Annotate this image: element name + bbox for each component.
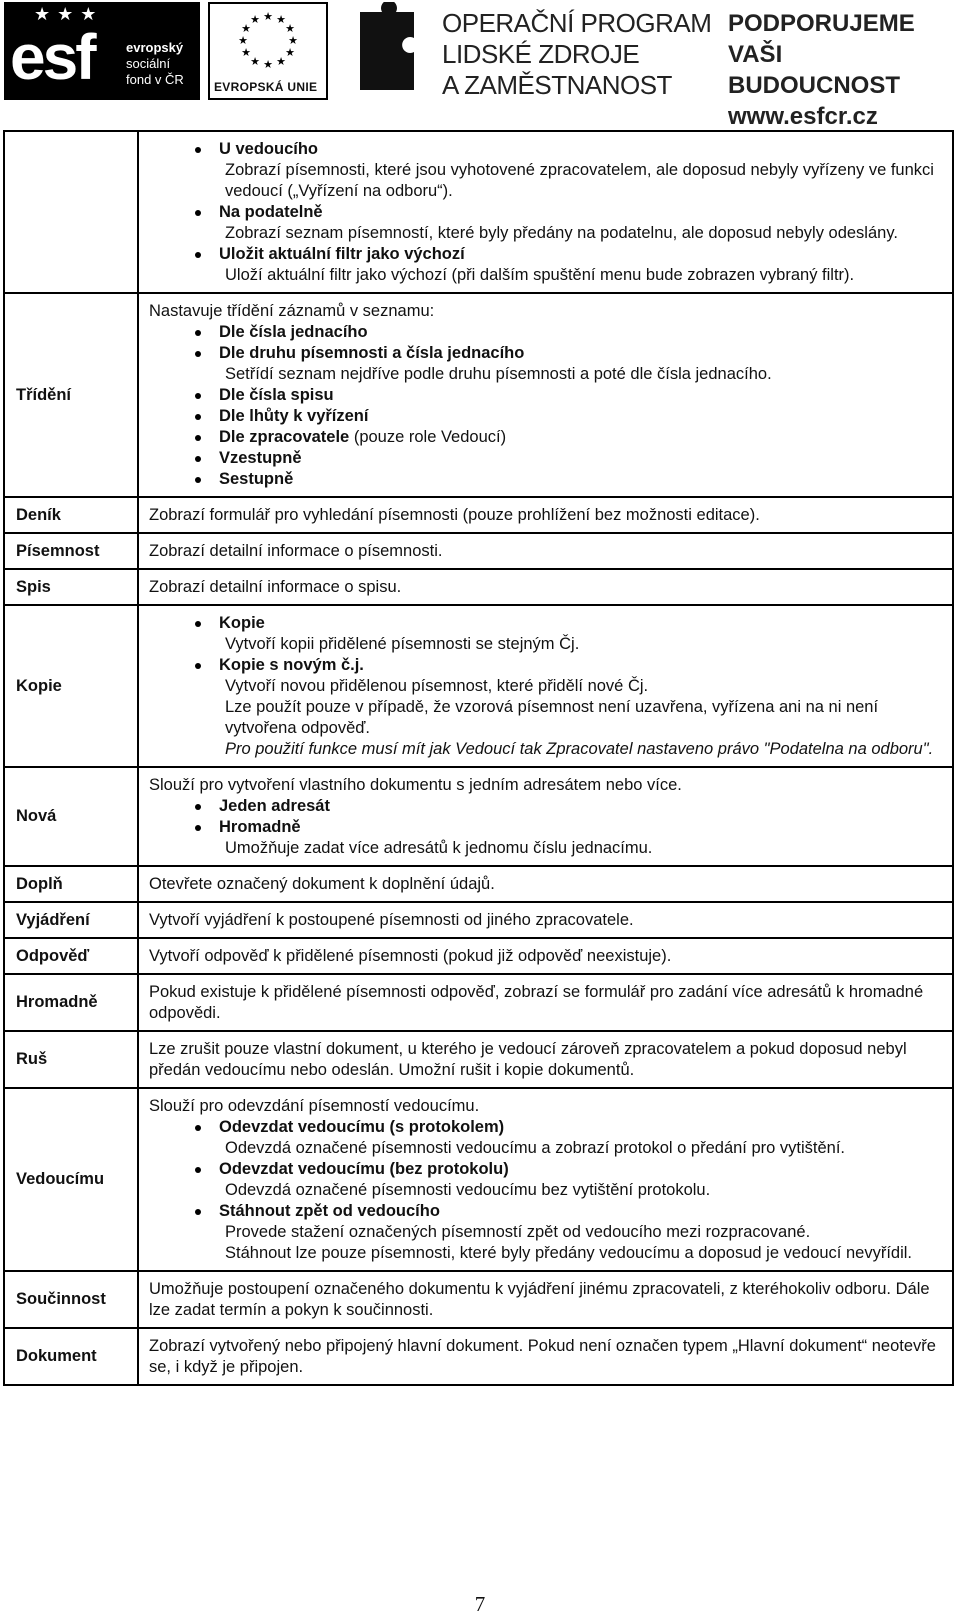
row-description: Zobrazí detailní informace o písemnosti.: [138, 533, 953, 569]
row-description: Zobrazí detailní informace o spisu.: [138, 569, 953, 605]
table-row: [4, 902, 953, 938]
svg-text:★: ★: [285, 22, 295, 35]
row-description: Pokud existuje k přidělené písemnosti odpověď, zobrazí se formulář pro zadání více adresátů k hromadné odpovědi.: [138, 974, 953, 1031]
eu-label: EVROPSKÁ UNIE: [214, 80, 318, 94]
row-description: [138, 767, 953, 866]
item-description: Zobrazí seznam písemností, které byly předány na podatelnu, ale doposud nebyly odeslány.: [225, 224, 898, 242]
list-item: [149, 244, 944, 265]
item-title: Sestupně: [219, 470, 294, 488]
list-item: [149, 139, 944, 160]
table-row: [4, 974, 953, 1031]
item-title: Dle čísla spisu: [219, 386, 334, 404]
table-row: [4, 1088, 953, 1271]
list-item: [149, 817, 944, 838]
row-key: [4, 131, 138, 293]
table-row: [4, 569, 953, 605]
item-description: Vytvoří novou přidělenou písemnost, které přidělí nové Čj.: [225, 677, 649, 695]
table-row: [4, 1031, 953, 1088]
item-description: Umožňuje zadat více adresátů k jednomu číslu jednacímu.: [225, 839, 653, 857]
list-item: [149, 322, 944, 343]
item-title: Odevzdat vedoucímu (s protokolem): [219, 1118, 505, 1136]
eu-logo: [208, 2, 328, 100]
svg-text:★: ★: [250, 55, 260, 68]
svg-text:★: ★: [276, 55, 286, 68]
row-description: Otevřete označený dokument k doplnění údajů.: [138, 866, 953, 902]
svg-text:★: ★: [288, 34, 298, 47]
item-title: Uložit aktuální filtr jako výchozí: [219, 245, 465, 263]
item-title: Odevzdat vedoucímu (bez protokolu): [219, 1160, 509, 1178]
slogan: [728, 8, 960, 132]
row-key: Deník: [4, 497, 138, 533]
list-item: [149, 343, 944, 364]
op-title-line: OPERAČNÍ PROGRAM: [442, 8, 712, 38]
row-description: [138, 293, 953, 497]
item-description: Setřídí seznam nejdříve podle druhu písemnosti a poté dle čísla jednacího.: [225, 365, 772, 383]
list-item: [149, 1117, 944, 1138]
svg-text:★: ★: [263, 10, 273, 23]
item-description: Odevzdá označené písemnosti vedoucímu bez vytištění protokolu.: [225, 1181, 711, 1199]
table-row: [4, 938, 953, 974]
item-description: Vytvoří kopii přidělené písemnosti se stejným Čj.: [225, 635, 580, 653]
row-description: Lze zrušit pouze vlastní dokument, u kterého je vedoucí zároveň zpracovatelem a pokud doposud nebyl předán vedoucímu nebo odeslán. Umožní rušit i kopie dokumentů.: [138, 1031, 953, 1088]
table-row: [4, 131, 953, 293]
website-link[interactable]: www.esfcr.cz: [728, 103, 878, 130]
esf-logo: [4, 2, 200, 100]
op-title-line: LIDSKÉ ZDROJE: [442, 39, 640, 69]
item-title: Dle zpracovatele: [219, 428, 350, 446]
item-description: Provede stažení označených písemností zpět od vedoucího mezi rozpracované.: [225, 1223, 811, 1241]
esf-caption-line: fond v ČR: [126, 72, 184, 87]
list-item: [149, 1201, 944, 1222]
item-title: Vzestupně: [219, 449, 302, 467]
esf-logo-word: esf: [10, 21, 94, 93]
table-row: [4, 497, 953, 533]
list-item: [149, 202, 944, 223]
item-title: Stáhnout zpět od vedoucího: [219, 1202, 440, 1220]
row-description: Zobrazí vytvořený nebo připojený hlavní dokument. Pokud není označen typem „Hlavní dokument“ neotevře se, i když je připojen.: [138, 1328, 953, 1385]
row-intro: Slouží pro vytvoření vlastního dokumentu s jedním adresátem nebo více.: [149, 776, 682, 794]
row-key: Vedoucímu: [4, 1088, 138, 1271]
svg-text:★: ★: [238, 34, 248, 47]
row-intro: Nastavuje třídění záznamů v seznamu:: [149, 302, 435, 320]
row-key: Ruš: [4, 1031, 138, 1088]
page-number: 7: [474, 1592, 486, 1616]
item-title: U vedoucího: [219, 140, 319, 158]
list-item: [149, 469, 944, 490]
esf-caption-line: evropský: [126, 40, 184, 55]
table-row: [4, 1271, 953, 1328]
list-item: [149, 427, 944, 448]
list-item: [149, 1159, 944, 1180]
row-key: Dokument: [4, 1328, 138, 1385]
item-title: Dle čísla jednacího: [219, 323, 368, 341]
item-note: (pouze role Vedoucí): [349, 428, 507, 446]
puzzle-icon: [352, 2, 422, 100]
table-row: [4, 293, 953, 497]
eu-stars-icon: [228, 10, 308, 70]
item-title: Dle druhu písemnosti a čísla jednacího: [219, 344, 525, 362]
esf-caption-line: sociální: [126, 56, 171, 71]
table-row: [4, 533, 953, 569]
row-key: Součinnost: [4, 1271, 138, 1328]
row-description: Vytvoří vyjádření k postoupené písemnosti od jiného zpracovatele.: [138, 902, 953, 938]
list-item: [149, 796, 944, 817]
item-description: Stáhnout lze pouze písemnosti, které byly předány vedoucímu a doposud je vedoucí nevyřídil.: [225, 1244, 912, 1262]
op-title-line: A ZAMĚSTNANOST: [442, 70, 672, 100]
row-description: [138, 605, 953, 767]
table-row: [4, 1328, 953, 1385]
svg-text:★: ★: [241, 22, 251, 35]
svg-text:★: ★: [263, 58, 273, 70]
item-title: Dle lhůty k vyřízení: [219, 407, 369, 425]
row-key: Nová: [4, 767, 138, 866]
page-header: [0, 0, 960, 130]
row-key: Hromadně: [4, 974, 138, 1031]
row-description: [138, 131, 953, 293]
row-key: Třídění: [4, 293, 138, 497]
list-item: [149, 613, 944, 634]
list-item: [149, 655, 944, 676]
item-description: Odevzdá označené písemnosti vedoucímu a zobrazí protokol o předání pro vytištění.: [225, 1139, 846, 1157]
table-row: [4, 605, 953, 767]
row-key: Písemnost: [4, 533, 138, 569]
item-description: Zobrazí písemnosti, které jsou vyhotovené zpracovatelem, ale doposud nebyly vyřízeny ve funkci vedoucí („Vyřízení na odboru“).: [225, 161, 934, 200]
op-program-title: [442, 8, 711, 101]
row-description: Vytvoří odpověď k přidělené písemnosti (pokud již odpověď neexistuje).: [138, 938, 953, 974]
esf-logo-caption: [126, 40, 184, 88]
slogan-line: PODPORUJEME: [728, 10, 915, 37]
table-row: [4, 866, 953, 902]
row-description: [138, 1088, 953, 1271]
svg-text:★: ★: [285, 46, 295, 59]
list-item: [149, 406, 944, 427]
slogan-line: VAŠI BUDOUCNOST: [728, 41, 900, 99]
esf-stars-icon: ★ ★ ★: [34, 4, 98, 24]
row-key: Odpověď: [4, 938, 138, 974]
svg-text:★: ★: [276, 13, 286, 26]
item-title: Kopie: [219, 614, 265, 632]
list-item: [149, 385, 944, 406]
item-description: Uloží aktuální filtr jako výchozí (při dalším spuštění menu bude zobrazen vybraný filtr).: [225, 266, 855, 284]
svg-text:★: ★: [241, 46, 251, 59]
item-note: Pro použití funkce musí mít jak Vedoucí tak Zpracovatel nastaveno právo "Podatelna na odboru".: [225, 740, 934, 758]
item-title: Jeden adresát: [219, 797, 330, 815]
svg-text:★: ★: [250, 13, 260, 26]
row-key: Vyjádření: [4, 902, 138, 938]
row-key: Kopie: [4, 605, 138, 767]
row-key: Doplň: [4, 866, 138, 902]
row-key: Spis: [4, 569, 138, 605]
item-title: Hromadně: [219, 818, 301, 836]
list-item: [149, 448, 944, 469]
row-description: Umožňuje postoupení označeného dokumentu k vyjádření jinému zpracovateli, z kteréhokoliv odboru. Dále lze zadat termín a pokyn k součinnosti.: [138, 1271, 953, 1328]
row-description: Zobrazí formulář pro vyhledání písemnosti (pouze prohlížení bez možnosti editace).: [138, 497, 953, 533]
item-title: Kopie s novým č.j.: [219, 656, 364, 674]
function-table: [3, 130, 954, 1386]
table-row: [4, 767, 953, 866]
row-intro: Slouží pro odevzdání písemností vedoucímu.: [149, 1097, 480, 1115]
item-title: Na podatelně: [219, 203, 323, 221]
item-description: Lze použít pouze v případě, že vzorová písemnost není uzavřena, vyřízena ani na ni není vytvořena odpověď.: [225, 698, 879, 737]
